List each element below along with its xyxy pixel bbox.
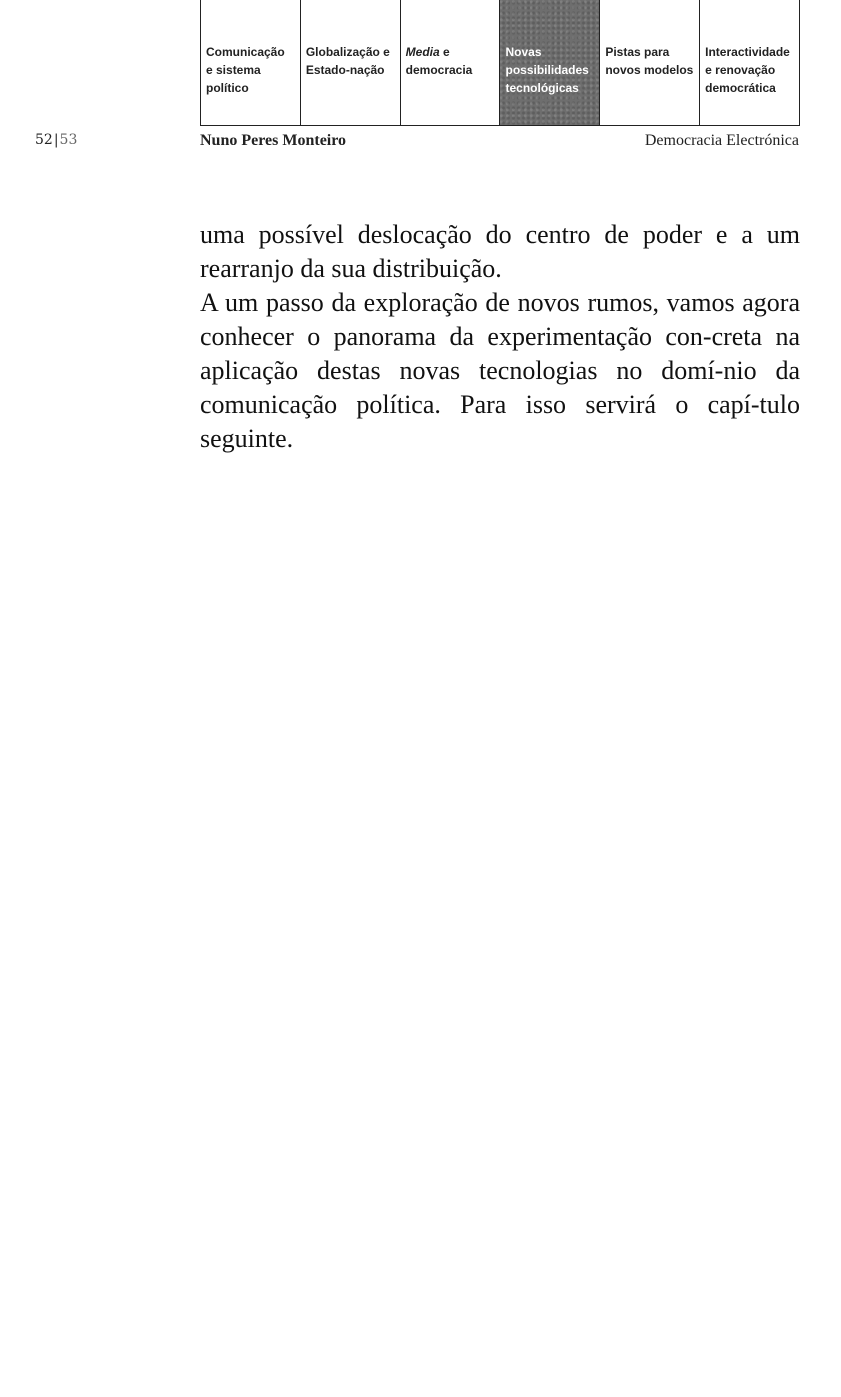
paragraph: uma possível deslocação do centro de poder e a um rearranjo da sua distribuição.: [200, 220, 800, 283]
chapter-tab-media[interactable]: [400, 0, 500, 125]
page-number: [35, 132, 77, 148]
chapter-tab-pistas[interactable]: [599, 0, 699, 125]
chapter-tab-line: democracia: [405, 63, 473, 77]
author-name: Nuno Peres Monteiro: [200, 132, 347, 149]
chapter-tab-line: e renovação: [705, 63, 776, 77]
chapter-tab-line: Comunicação: [206, 45, 285, 59]
chapter-tab-line: novos modelos: [605, 63, 694, 77]
chapter-tab-line: Globalização e: [305, 45, 390, 59]
chapter-tab-line: Interactividade: [705, 45, 790, 59]
chapter-tab-line: tecnológicas: [505, 81, 579, 95]
chapter-tab-line: Estado-nação: [305, 63, 385, 77]
page-number-left: 52: [35, 132, 53, 148]
chapter-tab-interactividade[interactable]: [699, 0, 800, 125]
chapter-tab-novas-possibilidades[interactable]: [499, 0, 599, 125]
page-number-separator: |: [53, 132, 59, 148]
chapter-tab-line: Pistas para: [605, 45, 670, 59]
chapter-tab-line: político: [206, 81, 249, 95]
book-title: Democracia Electrónica: [644, 132, 799, 149]
page-number-right: 53: [59, 132, 78, 148]
chapter-navigation: [200, 0, 800, 126]
chapter-tab-line: Media e: [405, 45, 450, 59]
paragraph: A um passo da exploração de novos rumos, vamos agora conhecer o panorama da experimentação con-creta na aplicação destas novas tecnologias no domí-nio da comunicação política. Para isso servirá o capí-tulo seguinte.: [200, 288, 800, 453]
chapter-tab-comunicacao[interactable]: [200, 0, 300, 125]
chapter-tab-italic-word: Media: [405, 45, 440, 59]
chapter-tab-line: democrática: [705, 81, 776, 95]
chapter-tab-globalizacao[interactable]: [300, 0, 400, 125]
body-text: [200, 218, 800, 456]
chapter-tab-line: Novas: [505, 45, 542, 59]
chapter-tab-line: e sistema: [206, 63, 261, 77]
chapter-tab-line: possibilidades: [505, 63, 589, 77]
